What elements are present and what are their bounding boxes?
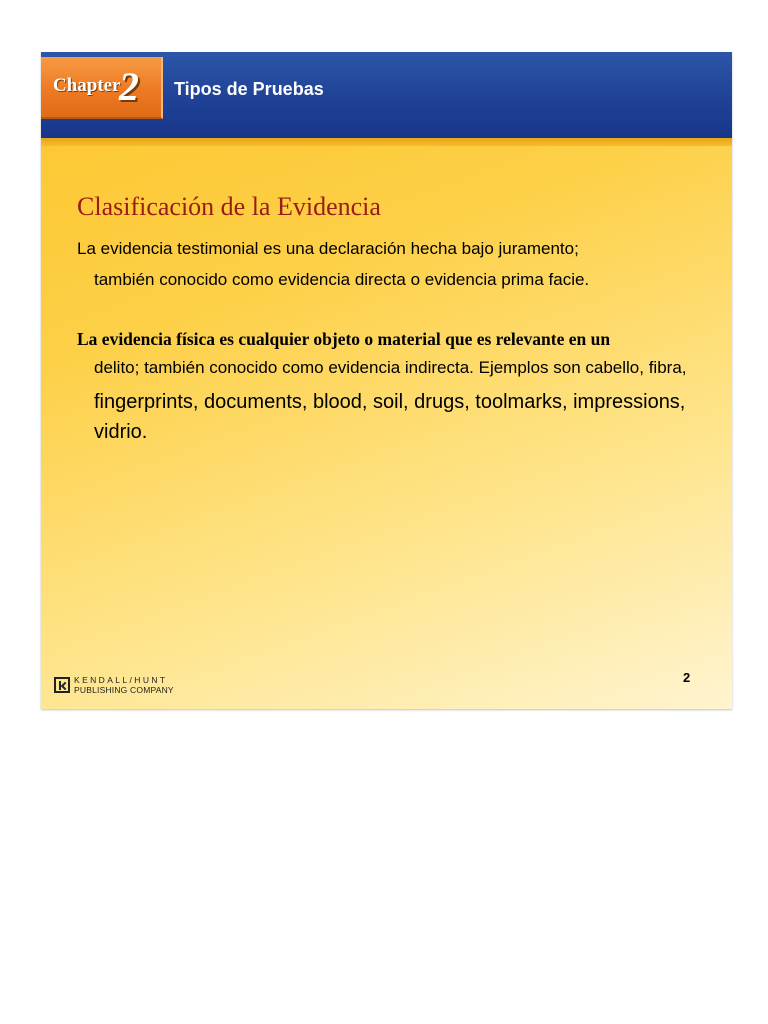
paragraph1-line1: La evidencia testimonial es una declaración hecha bajo juramento; bbox=[77, 239, 579, 258]
slide-header-title: Tipos de Pruebas bbox=[174, 79, 324, 99]
publisher-subtitle: PUBLISHING COMPANY bbox=[74, 685, 174, 695]
paragraph2-line1: La evidencia física es cualquier objeto o material que es relevante en un bbox=[77, 329, 611, 349]
chapter-badge bbox=[41, 57, 163, 119]
section-title: Clasificación de la Evidencia bbox=[77, 192, 381, 221]
slide bbox=[41, 52, 732, 709]
chapter-label: Chapter bbox=[53, 75, 121, 96]
paragraph2-line4: vidrio. bbox=[94, 421, 148, 443]
kendall-hunt-logo-icon bbox=[54, 677, 70, 693]
publisher-name: KENDALL/HUNT bbox=[74, 675, 168, 685]
page-number: 2 bbox=[683, 670, 691, 685]
chapter-number: 2 bbox=[119, 64, 139, 109]
paragraph2-line3: fingerprints, documents, blood, soil, drugs, toolmarks, impressions, bbox=[94, 391, 686, 413]
paragraph2-line2: delito; también conocido como evidencia indirecta. Ejemplos son cabello, fibra, bbox=[94, 358, 687, 377]
paragraph1-line2: también conocido como evidencia directa o evidencia prima facie. bbox=[94, 270, 590, 289]
publisher-logo bbox=[54, 674, 184, 698]
header-stripe bbox=[41, 138, 732, 146]
